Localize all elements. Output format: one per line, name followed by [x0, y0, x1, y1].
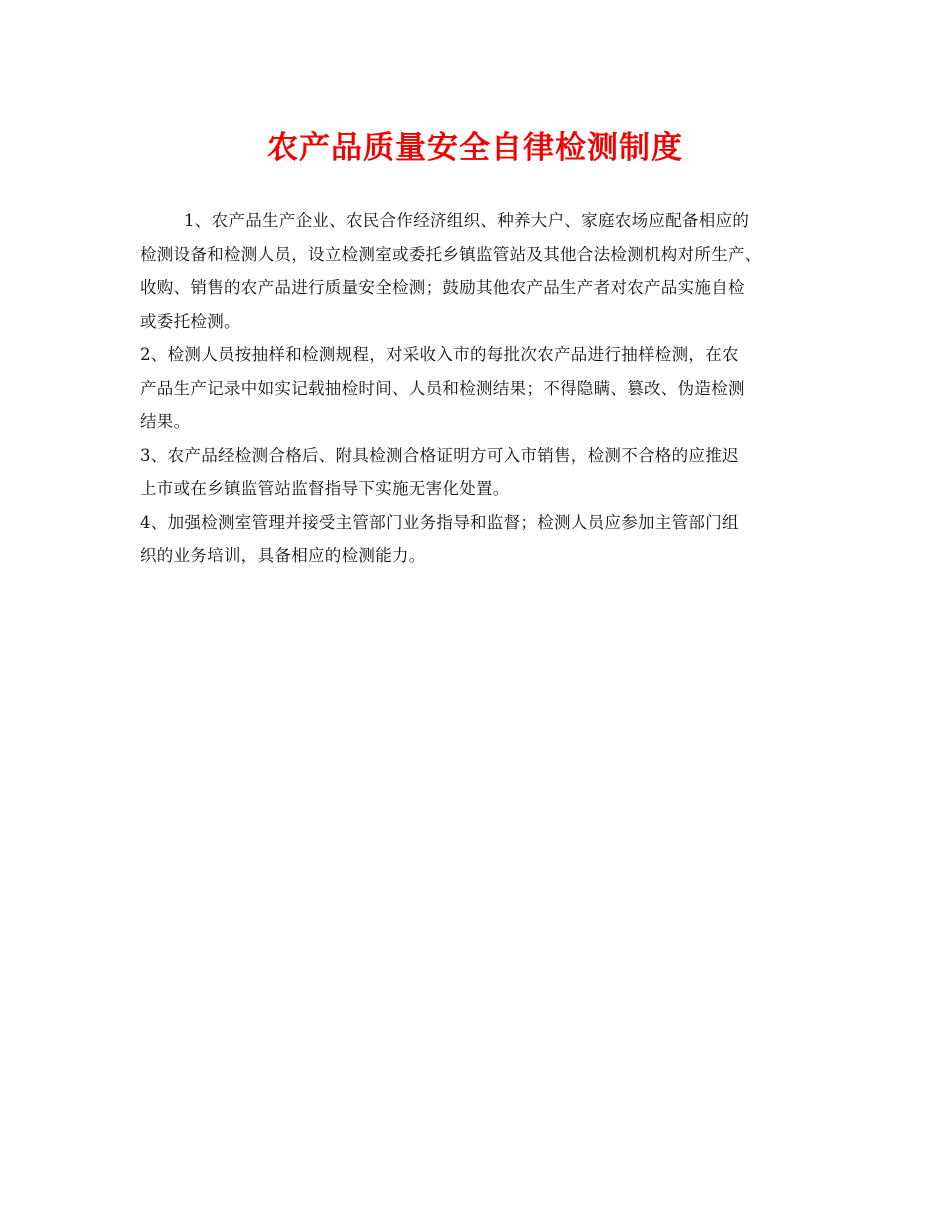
document-title: 农产品质量安全自律检测制度 [267, 130, 683, 166]
paragraph-line: 或委托检测。 [140, 311, 241, 331]
paragraph-1 [140, 204, 830, 338]
paragraph-line: 2、检测人员按抽样和检测规程，对采收入市的每批次农产品进行抽样检测，在农 [140, 345, 739, 364]
paragraph-line: 3、农产品经检测合格后、附具检测合格证明方可入市销售，检测不合格的应推迟 [140, 445, 739, 465]
paragraph-line: 产品生产记录中如实记载抽检时间、人员和检测结果；不得隐瞒、篡改、伪造检测 [140, 378, 745, 398]
paragraph-line: 上市或在乡镇监管站监督指导下实施无害化处置。 [140, 479, 510, 498]
paragraph-2 [140, 338, 830, 439]
paragraph-3 [140, 439, 830, 506]
paragraph-line: 收购、销售的农产品进行质量安全检测；鼓励其他农产品生产者对农产品实施自检 [140, 278, 745, 297]
paragraph-line: 织的业务培训，具备相应的检测能力。 [140, 546, 426, 565]
paragraph-line: 结果。 [140, 412, 191, 431]
document-body [140, 204, 830, 573]
paragraph-line: 检测设备和检测人员，设立检测室或委托乡镇监管站及其他合法检测机构对所生产、 [140, 244, 762, 264]
paragraph-line: 1、农产品生产企业、农民合作经济组织、种养大户、家庭农场应配备相应的 [184, 211, 750, 230]
paragraph-4 [140, 506, 830, 573]
paragraph-line: 4、加强检测室管理并接受主管部门业务指导和监督；检测人员应参加主管部门组 [140, 512, 739, 532]
